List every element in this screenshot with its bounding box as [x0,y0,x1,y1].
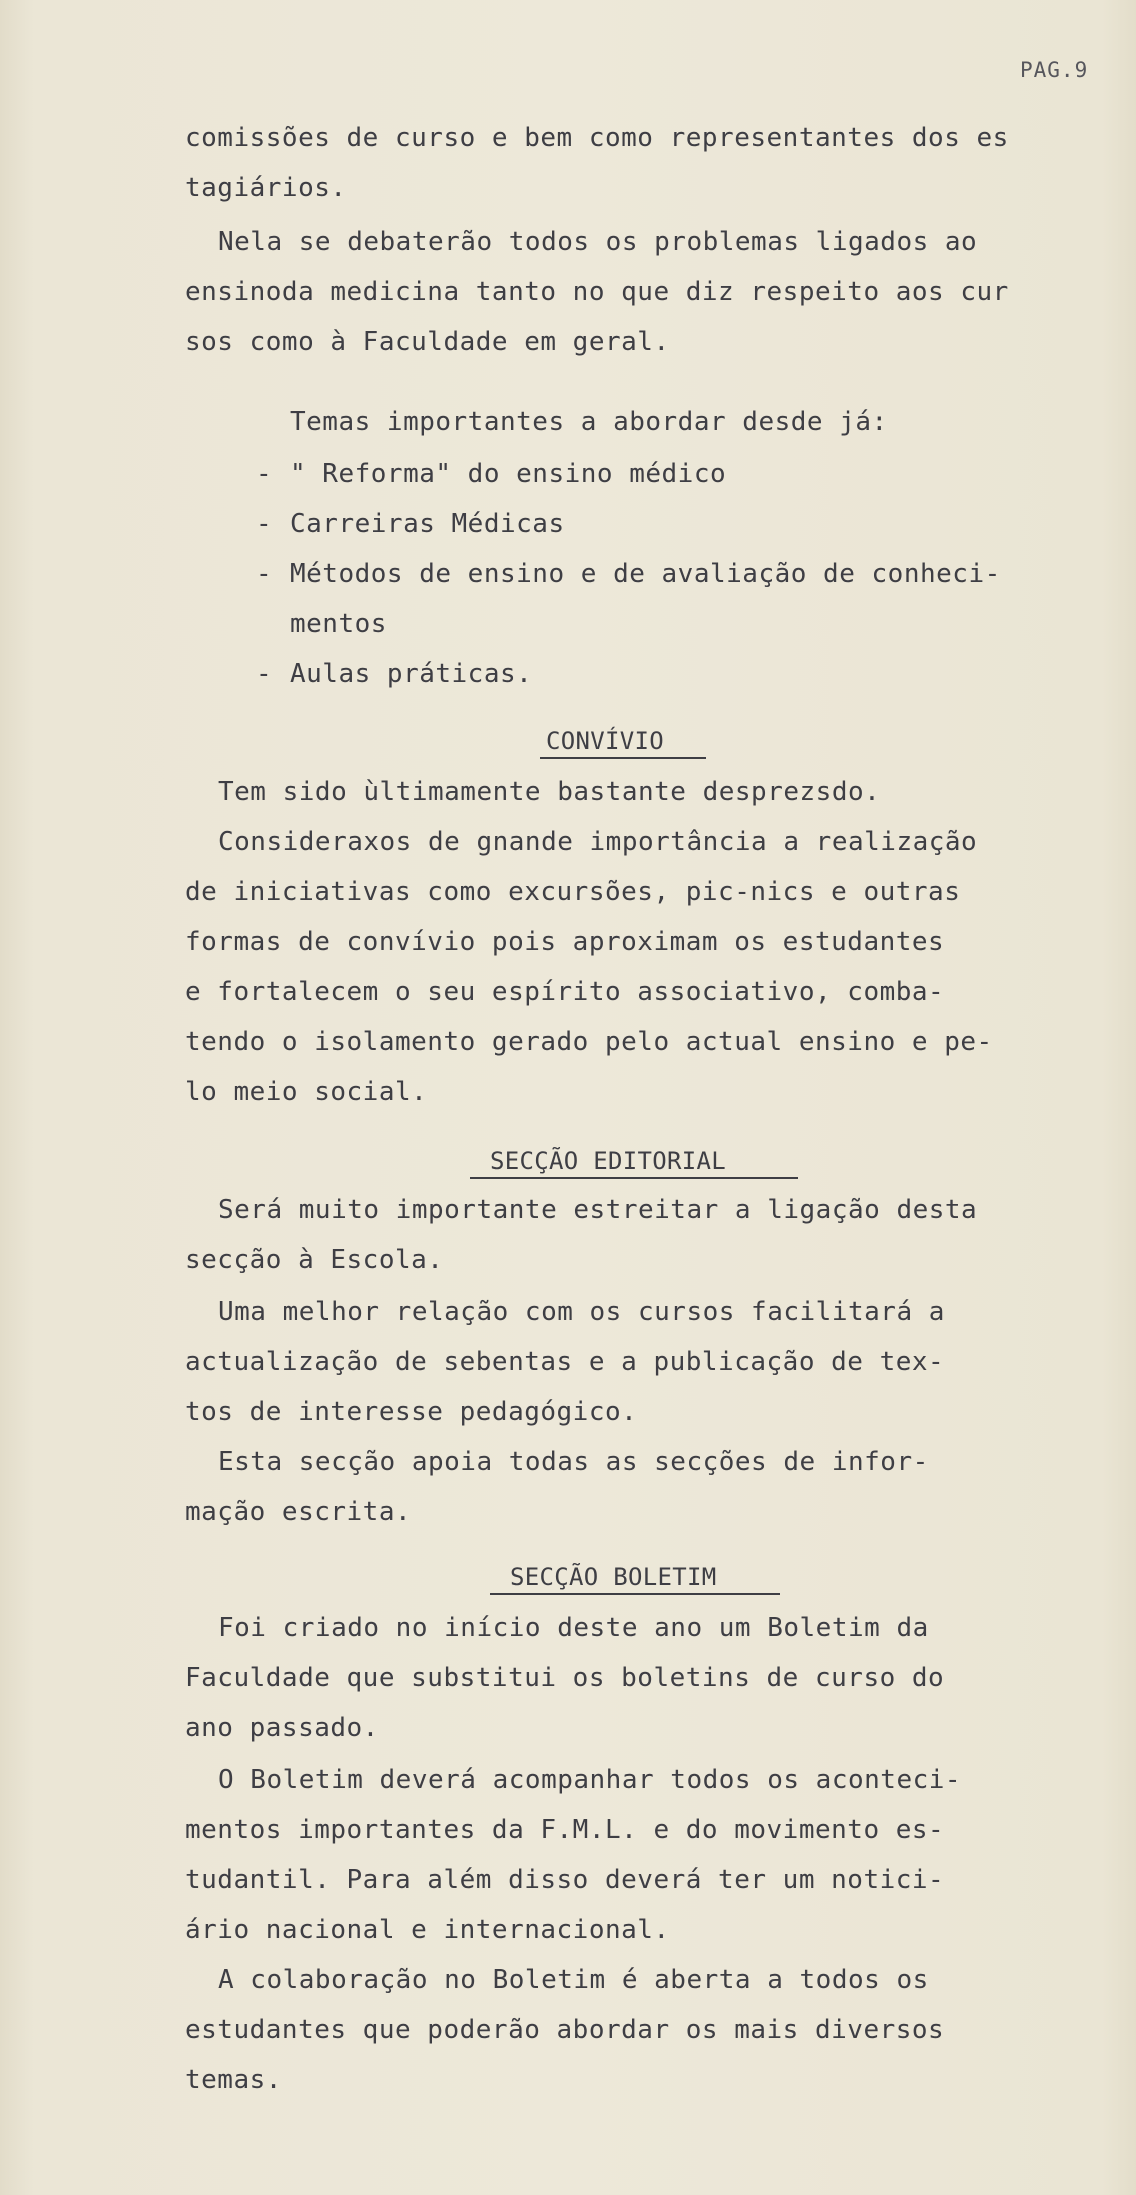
text-line: comissões de curso e bem como representantes dos es [185,123,1009,153]
list-item: Aulas práticas. [290,659,533,689]
list-intro: Temas importantes a abordar desde já: [290,407,888,437]
text-line: Tem sido ùltimamente bastante desprezsdo. [218,777,881,807]
text-line: de iniciativas como excursões, pic-nics e outras [185,877,961,907]
text-line: tudantil. Para além disso deverá ter um notici- [185,1865,945,1895]
list-dash: - [256,659,273,689]
text-line: sos como à Faculdade em geral. [185,327,670,357]
text-line: Faculdade que substitui os boletins de curso do [185,1663,945,1693]
list-dash: - [256,509,273,539]
heading-underline [490,1593,780,1595]
text-line: Nela se debaterão todos os problemas ligados ao [218,227,978,257]
heading-underline [540,757,706,759]
list-item: Carreiras Médicas [290,509,565,539]
text-line: tos de interesse pedagógico. [185,1397,638,1427]
list-dash: - [256,459,273,489]
section-heading-editorial: SECÇÃO EDITORIAL [490,1147,726,1175]
text-line: O Boletim deverá acompanhar todos os aconteci- [218,1765,962,1795]
list-item: Métodos de ensino e de avaliação de conheci- [290,559,1001,589]
text-line: ensinoda medicina tanto no que diz respeito aos cur [185,277,1009,307]
text-line: Consideraxos de gnande importância a realização [218,827,978,857]
text-line: Esta secção apoia todas as secções de infor- [218,1447,929,1477]
text-line: ano passado. [185,1713,379,1743]
text-line: lo meio social. [185,1077,428,1107]
list-item: " Reforma" do ensino médico [290,459,727,489]
text-line: secção à Escola. [185,1245,444,1275]
text-line: mação escrita. [185,1497,412,1527]
text-line: Será muito importante estreitar a ligação desta [218,1195,978,1225]
text-line: actualização de sebentas e a publicação de tex- [185,1347,945,1377]
heading-underline [470,1177,798,1179]
section-heading-convivio: CONVÍVIO [546,727,664,755]
text-line: tendo o isolamento gerado pelo actual ensino e pe- [185,1027,993,1057]
text-line: temas. [185,2065,282,2095]
section-heading-boletim: SECÇÃO BOLETIM [510,1563,717,1591]
list-item-continued: mentos [290,609,387,639]
text-line: tagiários. [185,173,347,203]
page-number: PAG.9 [1020,58,1089,82]
text-line: e fortalecem o seu espírito associativo, comba- [185,977,945,1007]
text-line: estudantes que poderão abordar os mais diversos [185,2015,945,2045]
text-line: A colaboração no Boletim é aberta a todos os [218,1965,929,1995]
text-line: ário nacional e internacional. [185,1915,670,1945]
text-line: Uma melhor relação com os cursos facilitará a [218,1297,945,1327]
text-line: formas de convívio pois aproximam os estudantes [185,927,945,957]
list-dash: - [256,559,273,589]
text-line: Foi criado no início deste ano um Boletim da [218,1613,929,1643]
text-line: mentos importantes da F.M.L. e do movimento es- [185,1815,945,1845]
